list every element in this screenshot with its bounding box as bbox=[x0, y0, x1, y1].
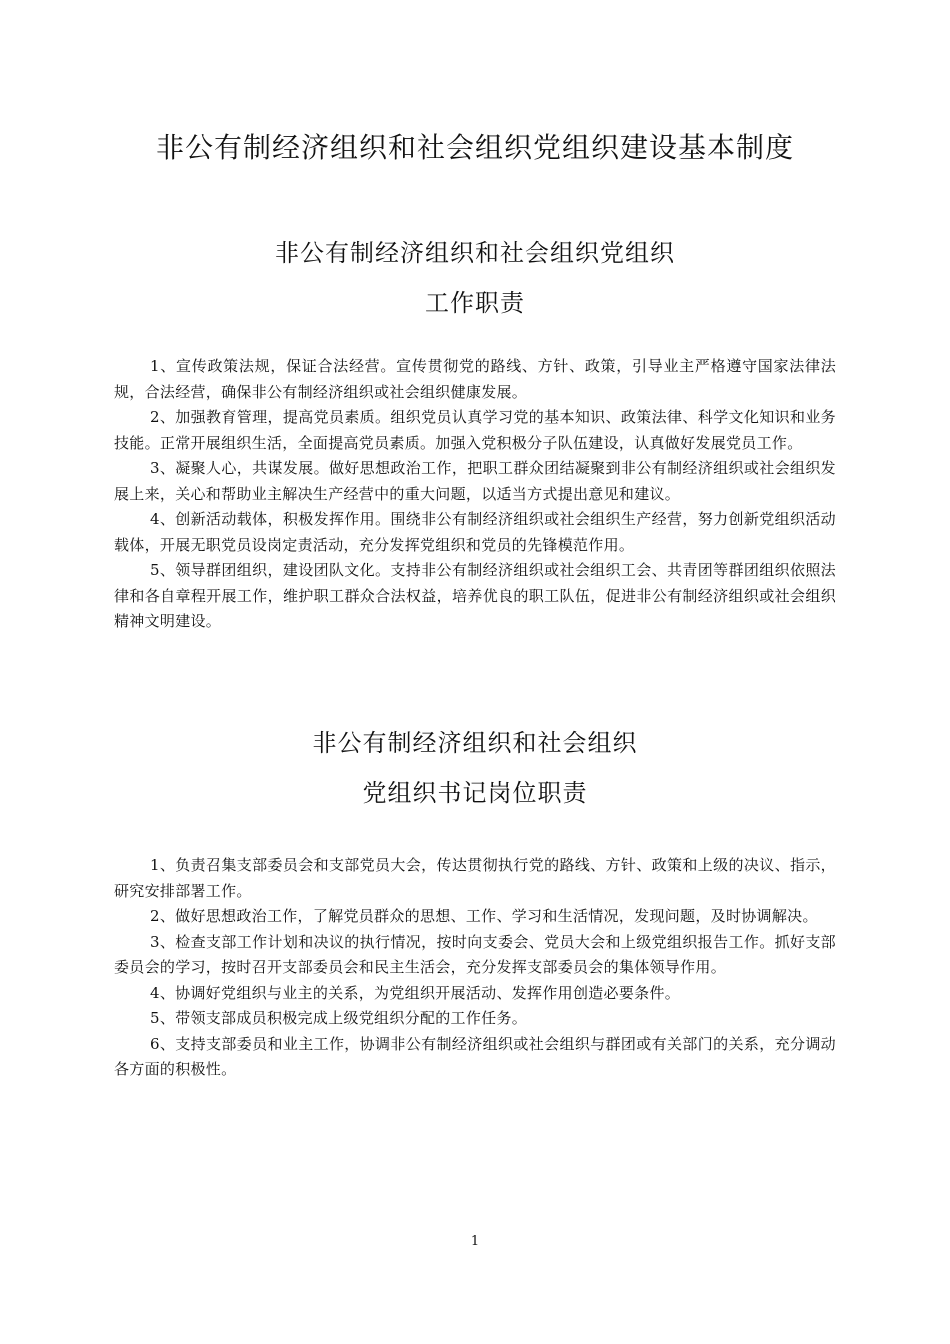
section-heading-work-duties bbox=[0, 228, 950, 328]
duty-item: 2、加强教育管理，提高党员素质。组织党员认真学习党的基本知识、政策法律、科学文化知识和业务技能。正常开展组织生活，全面提高党员素质。加强入党积极分子队伍建设，认真做好发展党员工作。 bbox=[114, 408, 836, 452]
work-duties-list bbox=[114, 354, 836, 635]
secretary-duty-item: 3、检查支部工作计划和决议的执行情况，按时向支委会、党员大会和上级党组织报告工作。抓好支部委员会的学习，按时召开支部委员会和民主生活会，充分发挥支部委员会的集体领导作用。 bbox=[114, 932, 836, 976]
page-number: 1 bbox=[470, 1234, 480, 1249]
duty-item: 4、创新活动载体，积极发挥作用。围绕非公有制经济组织或社会组织生产经营，努力创新党组织活动载体，开展无职党员设岗定责活动，充分发挥党组织和党员的先锋模范作用。 bbox=[114, 510, 836, 554]
secretary-duties-list bbox=[114, 853, 836, 1083]
section-heading-line: 非公有制经济组织和社会组织党组织 bbox=[275, 239, 675, 267]
document-title: 非公有制经济组织和社会组织党组织建设基本制度 bbox=[155, 131, 794, 164]
secretary-duty-item: 1、负责召集支部委员会和支部党员大会，传达贯彻执行党的路线、方针、政策和上级的决议、指示，研究安排部署工作。 bbox=[114, 856, 836, 900]
secretary-duty-item: 6、支持支部委员和业主工作，协调非公有制经济组织或社会组织与群团或有关部门的关系，充分调动各方面的积极性。 bbox=[114, 1034, 836, 1078]
section-heading-line: 工作职责 bbox=[425, 289, 525, 317]
section-heading-secretary-duties bbox=[0, 718, 950, 818]
section-heading-line: 非公有制经济组织和社会组织 bbox=[312, 729, 638, 757]
secretary-duty-item: 4、协调好党组织与业主的关系，为党组织开展活动、发挥作用创造必要条件。 bbox=[150, 983, 681, 1002]
duty-item: 1、宣传政策法规，保证合法经营。宣传贯彻党的路线、方针、政策，引导业主严格遵守国家法律法规，合法经营，确保非公有制经济组织或社会组织健康发展。 bbox=[114, 357, 836, 401]
section-heading-line: 党组织书记岗位职责 bbox=[362, 779, 588, 807]
secretary-duty-item: 2、做好思想政治工作，了解党员群众的思想、工作、学习和生活情况，发现问题，及时协调解决。 bbox=[150, 907, 818, 925]
duty-item: 5、领导群团组织，建设团队文化。支持非公有制经济组织或社会组织工会、共青团等群团组织依照法律和各自章程开展工作，维护职工群众合法权益，培养优良的职工队伍，促进非公有制经济组织或社会组织精神文明建设。 bbox=[114, 561, 836, 630]
duty-item: 3、凝聚人心，共谋发展。做好思想政治工作，把职工群众团结凝聚到非公有制经济组织或社会组织发展上来，关心和帮助业主解决生产经营中的重大问题，以适当方式提出意见和建议。 bbox=[114, 459, 836, 503]
secretary-duty-item: 5、带领支部成员积极完成上级党组织分配的工作任务。 bbox=[150, 1009, 528, 1027]
